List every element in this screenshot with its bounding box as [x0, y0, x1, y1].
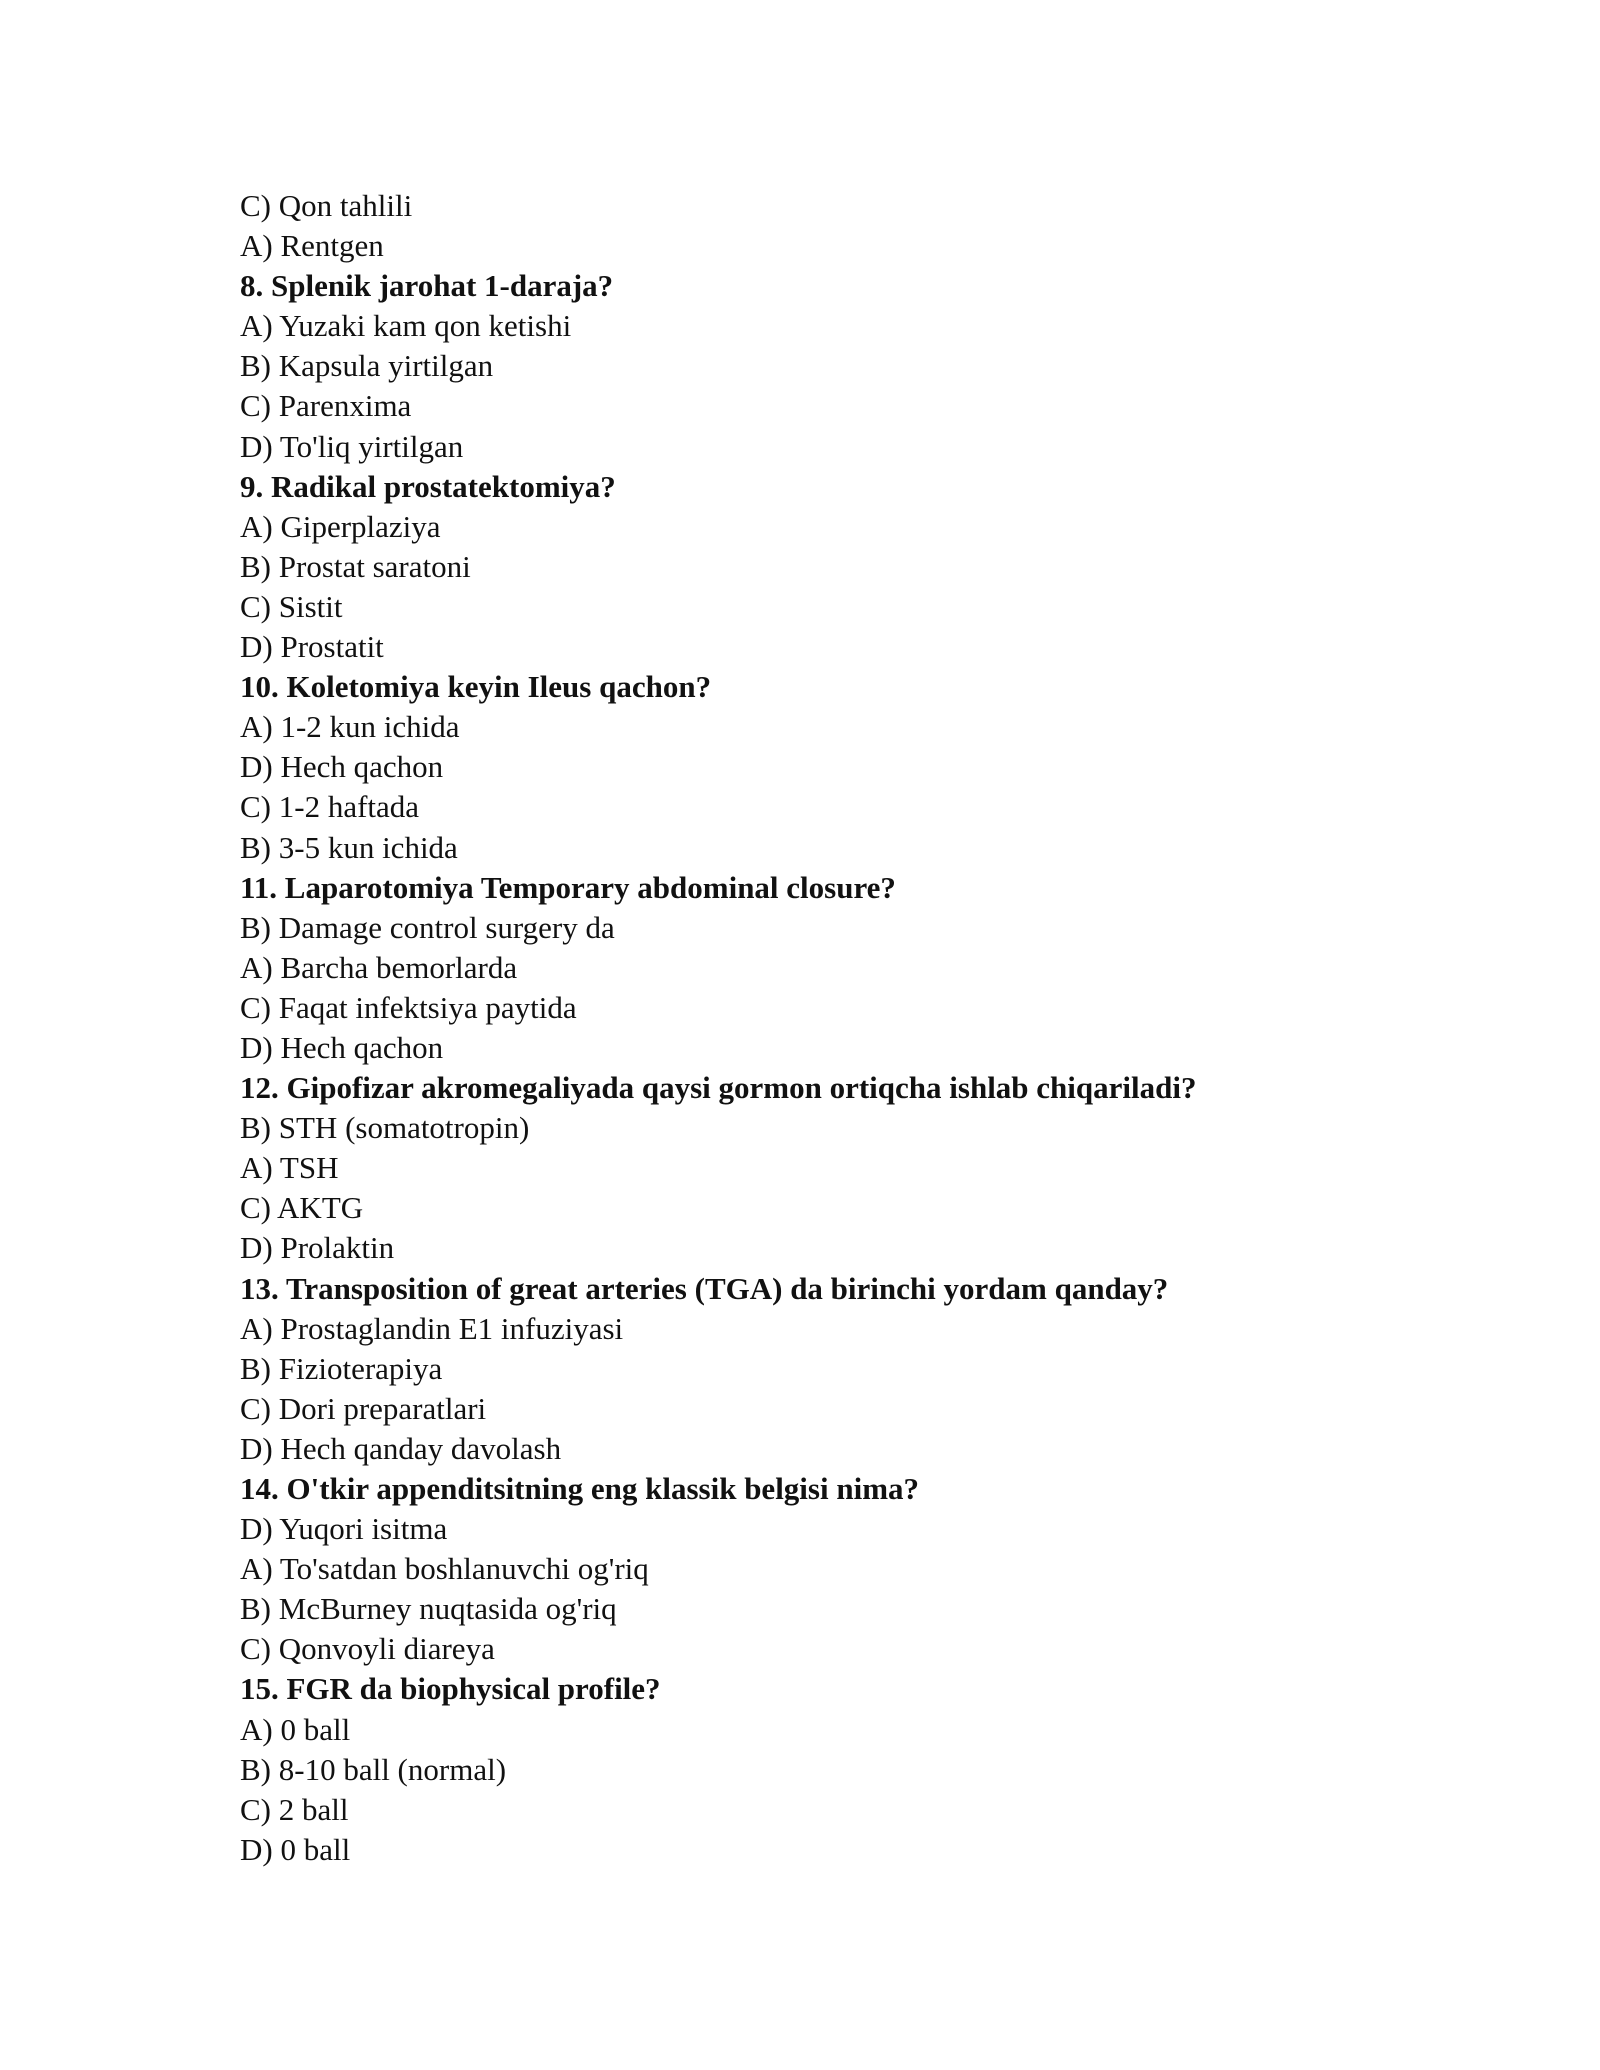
question-text: 15. FGR da biophysical profile? — [240, 1671, 661, 1707]
answer-option: C) Qon tahlili — [240, 188, 413, 223]
question-text: 8. Splenik jarohat 1-daraja? — [240, 268, 614, 304]
question-text: 13. Transposition of great arteries (TGA) da birinchi yordam qanday? — [240, 1270, 1169, 1306]
answer-option: A) Rentgen — [240, 228, 384, 264]
answer-option: B) Damage control surgery da — [240, 909, 615, 945]
question-text: 12. Gipofizar akromegaliyada qaysi gormon ortiqcha ishlab chiqariladi? — [240, 1070, 1197, 1106]
question-text: 11. Laparotomiya Temporary abdominal closure? — [240, 869, 896, 905]
answer-option: C) AKTG — [240, 1190, 364, 1226]
answer-option: D) Yuqori isitma — [240, 1511, 448, 1547]
answer-option: A) Giperplaziya — [240, 508, 441, 544]
answer-option: A) Yuzaki kam qon ketishi — [240, 308, 572, 344]
question-text: 14. O'tkir appenditsitning eng klassik belgisi nima? — [240, 1471, 920, 1506]
answer-option: B) STH (somatotropin) — [240, 1110, 530, 1146]
answer-option: B) 8-10 ball (normal) — [240, 1751, 507, 1787]
answer-option: D) Hech qanday davolash — [240, 1430, 562, 1466]
answer-option: D) Prostatit — [240, 629, 384, 665]
answer-option: D) Hech qachon — [240, 749, 444, 785]
question-text: 9. Radikal prostatektomiya? — [240, 468, 616, 504]
answer-option: D) Prolaktin — [240, 1230, 395, 1266]
answer-option: C) Sistit — [240, 588, 343, 624]
answer-option: D) Hech qachon — [240, 1029, 444, 1065]
quiz-content — [240, 186, 1420, 1870]
answer-option: C) Parenxima — [240, 388, 412, 424]
answer-option: B) Prostat saratoni — [240, 548, 471, 584]
answer-option: A) To'satdan boshlanuvchi og'riq — [240, 1551, 649, 1587]
answer-option: A) Barcha bemorlarda — [240, 949, 518, 985]
answer-option: C) Dori preparatlari — [240, 1390, 487, 1426]
answer-option: B) 3-5 kun ichida — [240, 829, 458, 865]
answer-option: A) 1-2 kun ichida — [240, 709, 460, 745]
answer-option: A) TSH — [240, 1150, 339, 1186]
answer-option: A) 0 ball — [240, 1711, 351, 1747]
answer-option: C) 1-2 haftada — [240, 789, 420, 825]
question-text: 10. Koletomiya keyin Ileus qachon? — [240, 669, 712, 705]
answer-option: C) 2 ball — [240, 1791, 349, 1827]
answer-option: C) Qonvoyli diareya — [240, 1631, 495, 1667]
answer-option: B) Fizioterapiya — [240, 1350, 443, 1386]
answer-option: B) Kapsula yirtilgan — [240, 348, 494, 384]
answer-option: A) Prostaglandin E1 infuziyasi — [240, 1310, 624, 1346]
answer-option: D) 0 ball — [240, 1831, 351, 1867]
answer-option: B) McBurney nuqtasida og'riq — [240, 1591, 617, 1627]
answer-option: C) Faqat infektsiya paytida — [240, 989, 577, 1025]
answer-option: D) To'liq yirtilgan — [240, 428, 464, 464]
